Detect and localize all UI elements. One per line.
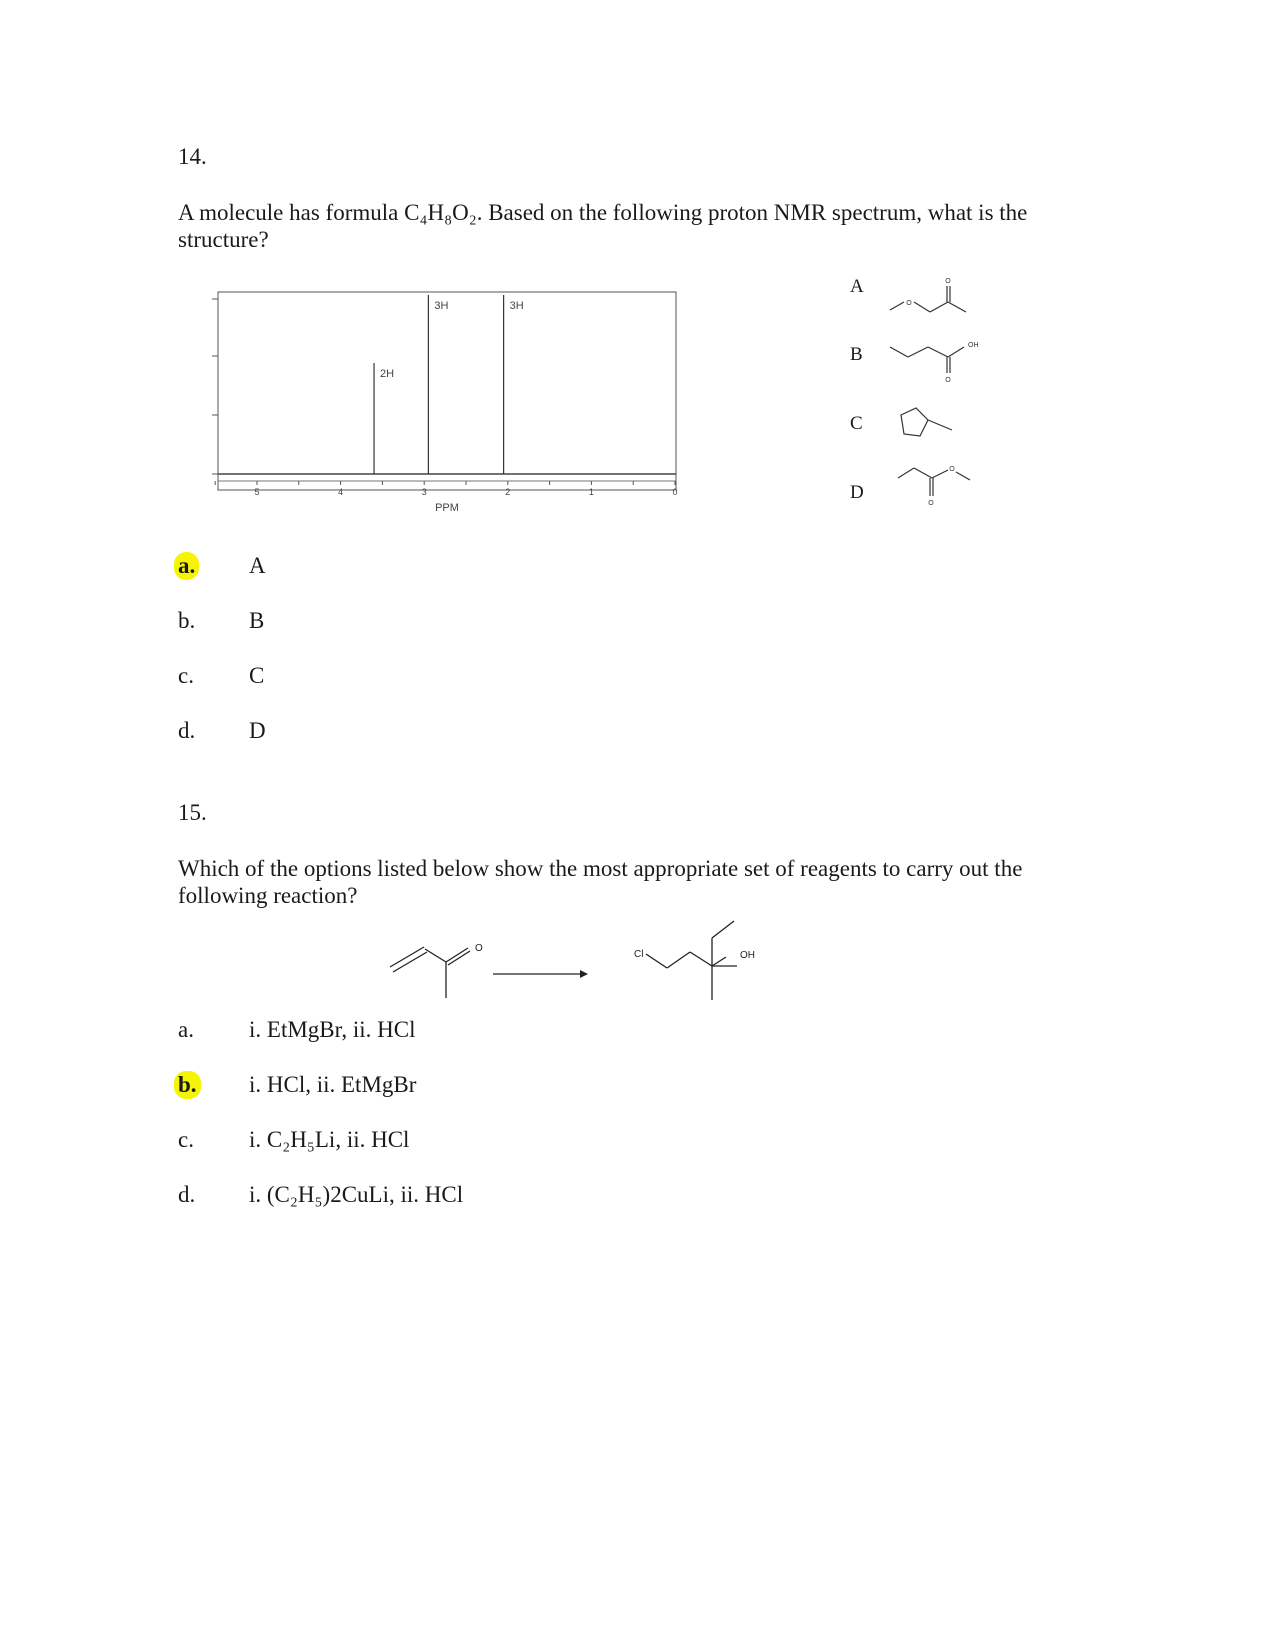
q15-option-c-letter[interactable]: c.: [178, 1127, 194, 1152]
question-14-number: 14.: [178, 144, 207, 169]
reactant-structure: [390, 947, 470, 998]
structure-a-drawing: [880, 270, 990, 330]
product-structure: [646, 921, 737, 1000]
reactant-oxygen: O: [475, 943, 483, 954]
q15-option-a-text: i. EtMgBr, ii. HCl: [249, 1017, 416, 1042]
structure-d-drawing: [880, 460, 990, 515]
reaction-arrowhead: [580, 970, 588, 978]
spectrum-tick-label: 3: [421, 487, 427, 497]
q14-option-a-letter[interactable]: a.: [174, 552, 199, 580]
product-hydroxyl: OH: [740, 950, 755, 961]
q14-option-c-letter[interactable]: c.: [178, 663, 194, 688]
structure-b-oxygen: O: [945, 377, 951, 384]
q14-option-c-text: C: [249, 663, 265, 688]
q14-option-a-text: A: [249, 553, 266, 578]
spectrum-tick-label: 1: [588, 487, 594, 497]
structure-c-drawing: [880, 400, 970, 450]
structure-d-oxygen-1: O: [949, 466, 955, 473]
spectrum-peak-label: 3H: [434, 300, 449, 312]
question-15-text: Which of the options listed below show the most appropriate set of reagents to carry out the following reaction?: [178, 856, 1023, 908]
q14-option-b-letter[interactable]: b.: [178, 608, 196, 633]
spectrum-tick-label: 5: [254, 487, 260, 497]
spectrum-peak-label: 3H: [509, 300, 524, 312]
q15-option-a-letter[interactable]: a.: [178, 1017, 194, 1042]
product-chlorine: Cl: [634, 949, 644, 960]
structure-label-c: C: [850, 413, 863, 434]
q14-option-d-text: D: [249, 718, 266, 743]
structure-a-oxygen-2: O: [945, 278, 951, 285]
nmr-spectrum: [200, 285, 690, 520]
structure-d-oxygen-2: O: [928, 500, 934, 507]
question-15-number: 15.: [178, 800, 207, 825]
structure-a-oxygen-1: O: [906, 300, 912, 307]
structure-label-b: B: [850, 344, 863, 365]
q15-option-d-letter[interactable]: d.: [178, 1182, 196, 1207]
spectrum-tick-label: 2: [505, 487, 511, 497]
q14-option-b-text: B: [249, 608, 265, 633]
question-14-text: A molecule has formula C₄H₈O₂. Based on the following proton NMR spectrum, what is the structure?: [178, 200, 1028, 252]
spectrum-frame: [218, 292, 676, 490]
structure-b-oh: OH: [968, 342, 979, 349]
reaction-scheme: [380, 912, 800, 1012]
spectrum-tick-label: 0: [672, 487, 678, 497]
spectrum-peak-label: 2H: [380, 368, 395, 381]
spectrum-tick-label: 4: [338, 487, 344, 497]
structure-label-a: A: [850, 276, 864, 297]
structure-label-d: D: [850, 482, 864, 503]
q15-option-b-letter[interactable]: b.: [174, 1071, 201, 1099]
q15-option-b-text: i. HCl, ii. EtMgBr: [249, 1072, 417, 1097]
q15-option-d-text: i. (C₂H₅)2CuLi, ii. HCl: [249, 1182, 464, 1207]
spectrum-xlabel: PPM: [435, 502, 459, 514]
q15-option-c-text: i. C₂H₅Li, ii. HCl: [249, 1127, 410, 1152]
structure-b-drawing: [880, 335, 990, 390]
q14-option-d-letter[interactable]: d.: [178, 718, 196, 743]
